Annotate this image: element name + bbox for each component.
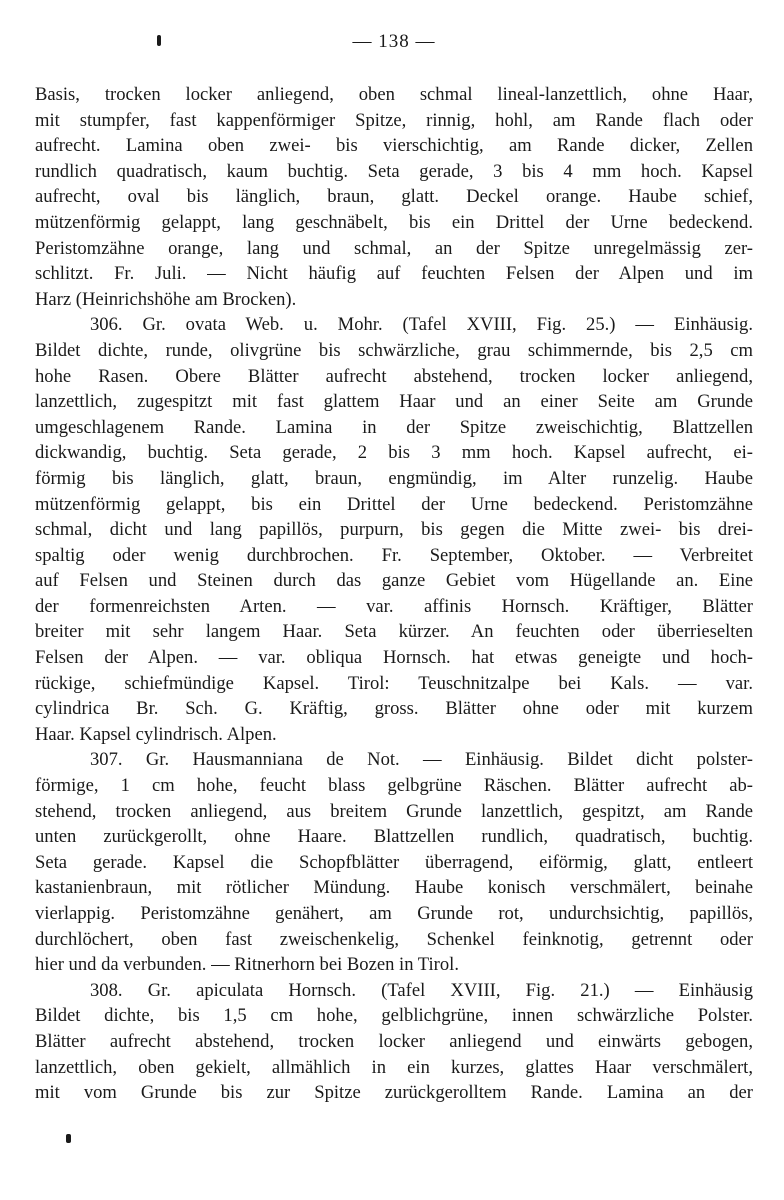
text-line: der formenreichsten Arten. — var. affinis Hornsch. Kräftiger, Blätter: [35, 595, 753, 617]
text-line: Bildet dichte, runde, olivgrüne bis schwärzliche, grau schimmernde, bis 2,5 cm: [35, 339, 753, 361]
page: [35, 26, 753, 1106]
text-line: Haar. Kapsel cylindrisch. Alpen.: [35, 723, 277, 745]
text-line: unten zurückgerollt, ohne Haare. Blattzellen rundlich, quadratisch, buchtig.: [35, 826, 753, 848]
text-line: Harz (Heinrichshöhe am Brocken).: [35, 288, 297, 310]
text-line: spaltig oder wenig durchbrochen. Fr. September, Oktober. — Verbreitet: [35, 544, 753, 566]
text-line: schlitzt. Fr. Juli. — Nicht häufig auf feuchten Felsen der Alpen und im: [35, 263, 753, 285]
text-line: Seta gerade. Kapsel die Schopfblätter überragend, eiförmig, glatt, entleert: [35, 851, 753, 873]
text-body: [35, 82, 753, 1106]
text-line: Felsen der Alpen. — var. obliqua Hornsch. hat etwas geneigte und hoch-: [35, 647, 753, 669]
text-line: kastanienbraun, mit rötlicher Mündung. Haube konisch verschmälert, beinahe: [35, 877, 753, 899]
text-line: dickwandig, buchtig. Seta gerade, 2 bis 3 mm hoch. Kapsel aufrecht, ei-: [35, 442, 753, 464]
text-line: mützenförmig gelappt, bis ein Drittel der Urne bedeckend. Peristomzähne: [35, 493, 753, 515]
margin-mark-308: [66, 1134, 71, 1143]
text-line: hier und da verbunden. — Ritnerhorn bei Bozen in Tirol.: [35, 954, 459, 976]
text-line: förmig bis länglich, glatt, braun, engmündig, im Alter runzelig. Haube: [35, 467, 753, 489]
text-line: mit vom Grunde bis zur Spitze zurückgerolltem Rande. Lamina an der: [35, 1082, 753, 1104]
text-line: Blätter aufrecht abstehend, trocken locker anliegend und einwärts gebogen,: [35, 1030, 753, 1052]
paragraph-first-line: 308. Gr. apiculata Hornsch. (Tafel XVIII, Fig. 21.) — Einhäusig: [90, 979, 753, 1001]
text-line: rundlich quadratisch, kaum buchtig. Seta gerade, 3 bis 4 mm hoch. Kapsel: [35, 160, 753, 182]
text-line: Basis, trocken locker anliegend, oben schmal lineal-lanzettlich, ohne Haar,: [35, 84, 753, 105]
text-line: stehend, trocken anliegend, aus breitem Grunde lanzettlich, gespitzt, am Rande: [35, 800, 753, 822]
text-line: breiter mit sehr langem Haar. Seta kürzer. An feuchten oder überrieselten: [35, 621, 753, 643]
text-line: förmige, 1 cm hohe, feucht blass gelbgrüne Räschen. Blätter aufrecht ab-: [35, 775, 753, 797]
text-line: lanzettlich, zugespitzt mit fast glattem Haar und an einer Seite am Grunde: [35, 391, 753, 413]
text-line: aufrecht, oval bis länglich, braun, glatt. Deckel orange. Haube schief,: [35, 186, 753, 208]
text-line: auf Felsen und Steinen durch das ganze Gebiet vom Hügellande an. Eine: [35, 570, 753, 592]
text-line: mit stumpfer, fast kappenförmiger Spitze, rinnig, hohl, am Rande flach oder: [35, 109, 753, 131]
text-line: aufrecht. Lamina oben zwei- bis vierschichtig, am Rande dicker, Zellen: [35, 135, 753, 157]
text-line: umgeschlagenem Rande. Lamina in der Spitze zweischichtig, Blattzellen: [35, 416, 753, 438]
paragraph-first-line: 307. Gr. Hausmanniana de Not. — Einhäusig. Bildet dicht polster-: [90, 749, 753, 771]
text-line: vierlappig. Peristomzähne genähert, am Grunde rot, undurchsichtig, papillös,: [35, 903, 753, 924]
text-line: rückige, schiefmündige Kapsel. Tirol: Teuschnitzalpe bei Kals. — var.: [35, 672, 753, 694]
text-line: Bildet dichte, bis 1,5 cm hohe, gelblichgrüne, innen schwärzliche Polster.: [35, 1005, 753, 1027]
text-line: hohe Rasen. Obere Blätter aufrecht abstehend, trocken locker anliegend,: [35, 365, 753, 387]
text-line: lanzettlich, oben gekielt, allmählich in ein kurzes, glattes Haar verschmälert,: [35, 1056, 753, 1078]
text-line: durchlöchert, oben fast zweischenkelig, Schenkel feinknotig, getrennt oder: [35, 928, 753, 950]
paragraph-first-line: 306. Gr. ovata Web. u. Mohr. (Tafel XVIII, Fig. 25.) — Einhäusig.: [90, 314, 753, 336]
page-number: — 138 —: [352, 31, 436, 52]
text-line: cylindrica Br. Sch. G. Kräftig, gross. Blätter ohne oder mit kurzem: [35, 698, 753, 720]
text-line: mützenförmig gelappt, lang geschnäbelt, bis ein Drittel der Urne bedeckend.: [35, 211, 753, 233]
text-line: schmal, dicht und lang papillös, purpurn, bis gegen die Mitte zwei- bis drei-: [35, 519, 753, 541]
text-line: Peristomzähne orange, lang und schmal, an der Spitze unregelmässig zer-: [35, 237, 753, 259]
